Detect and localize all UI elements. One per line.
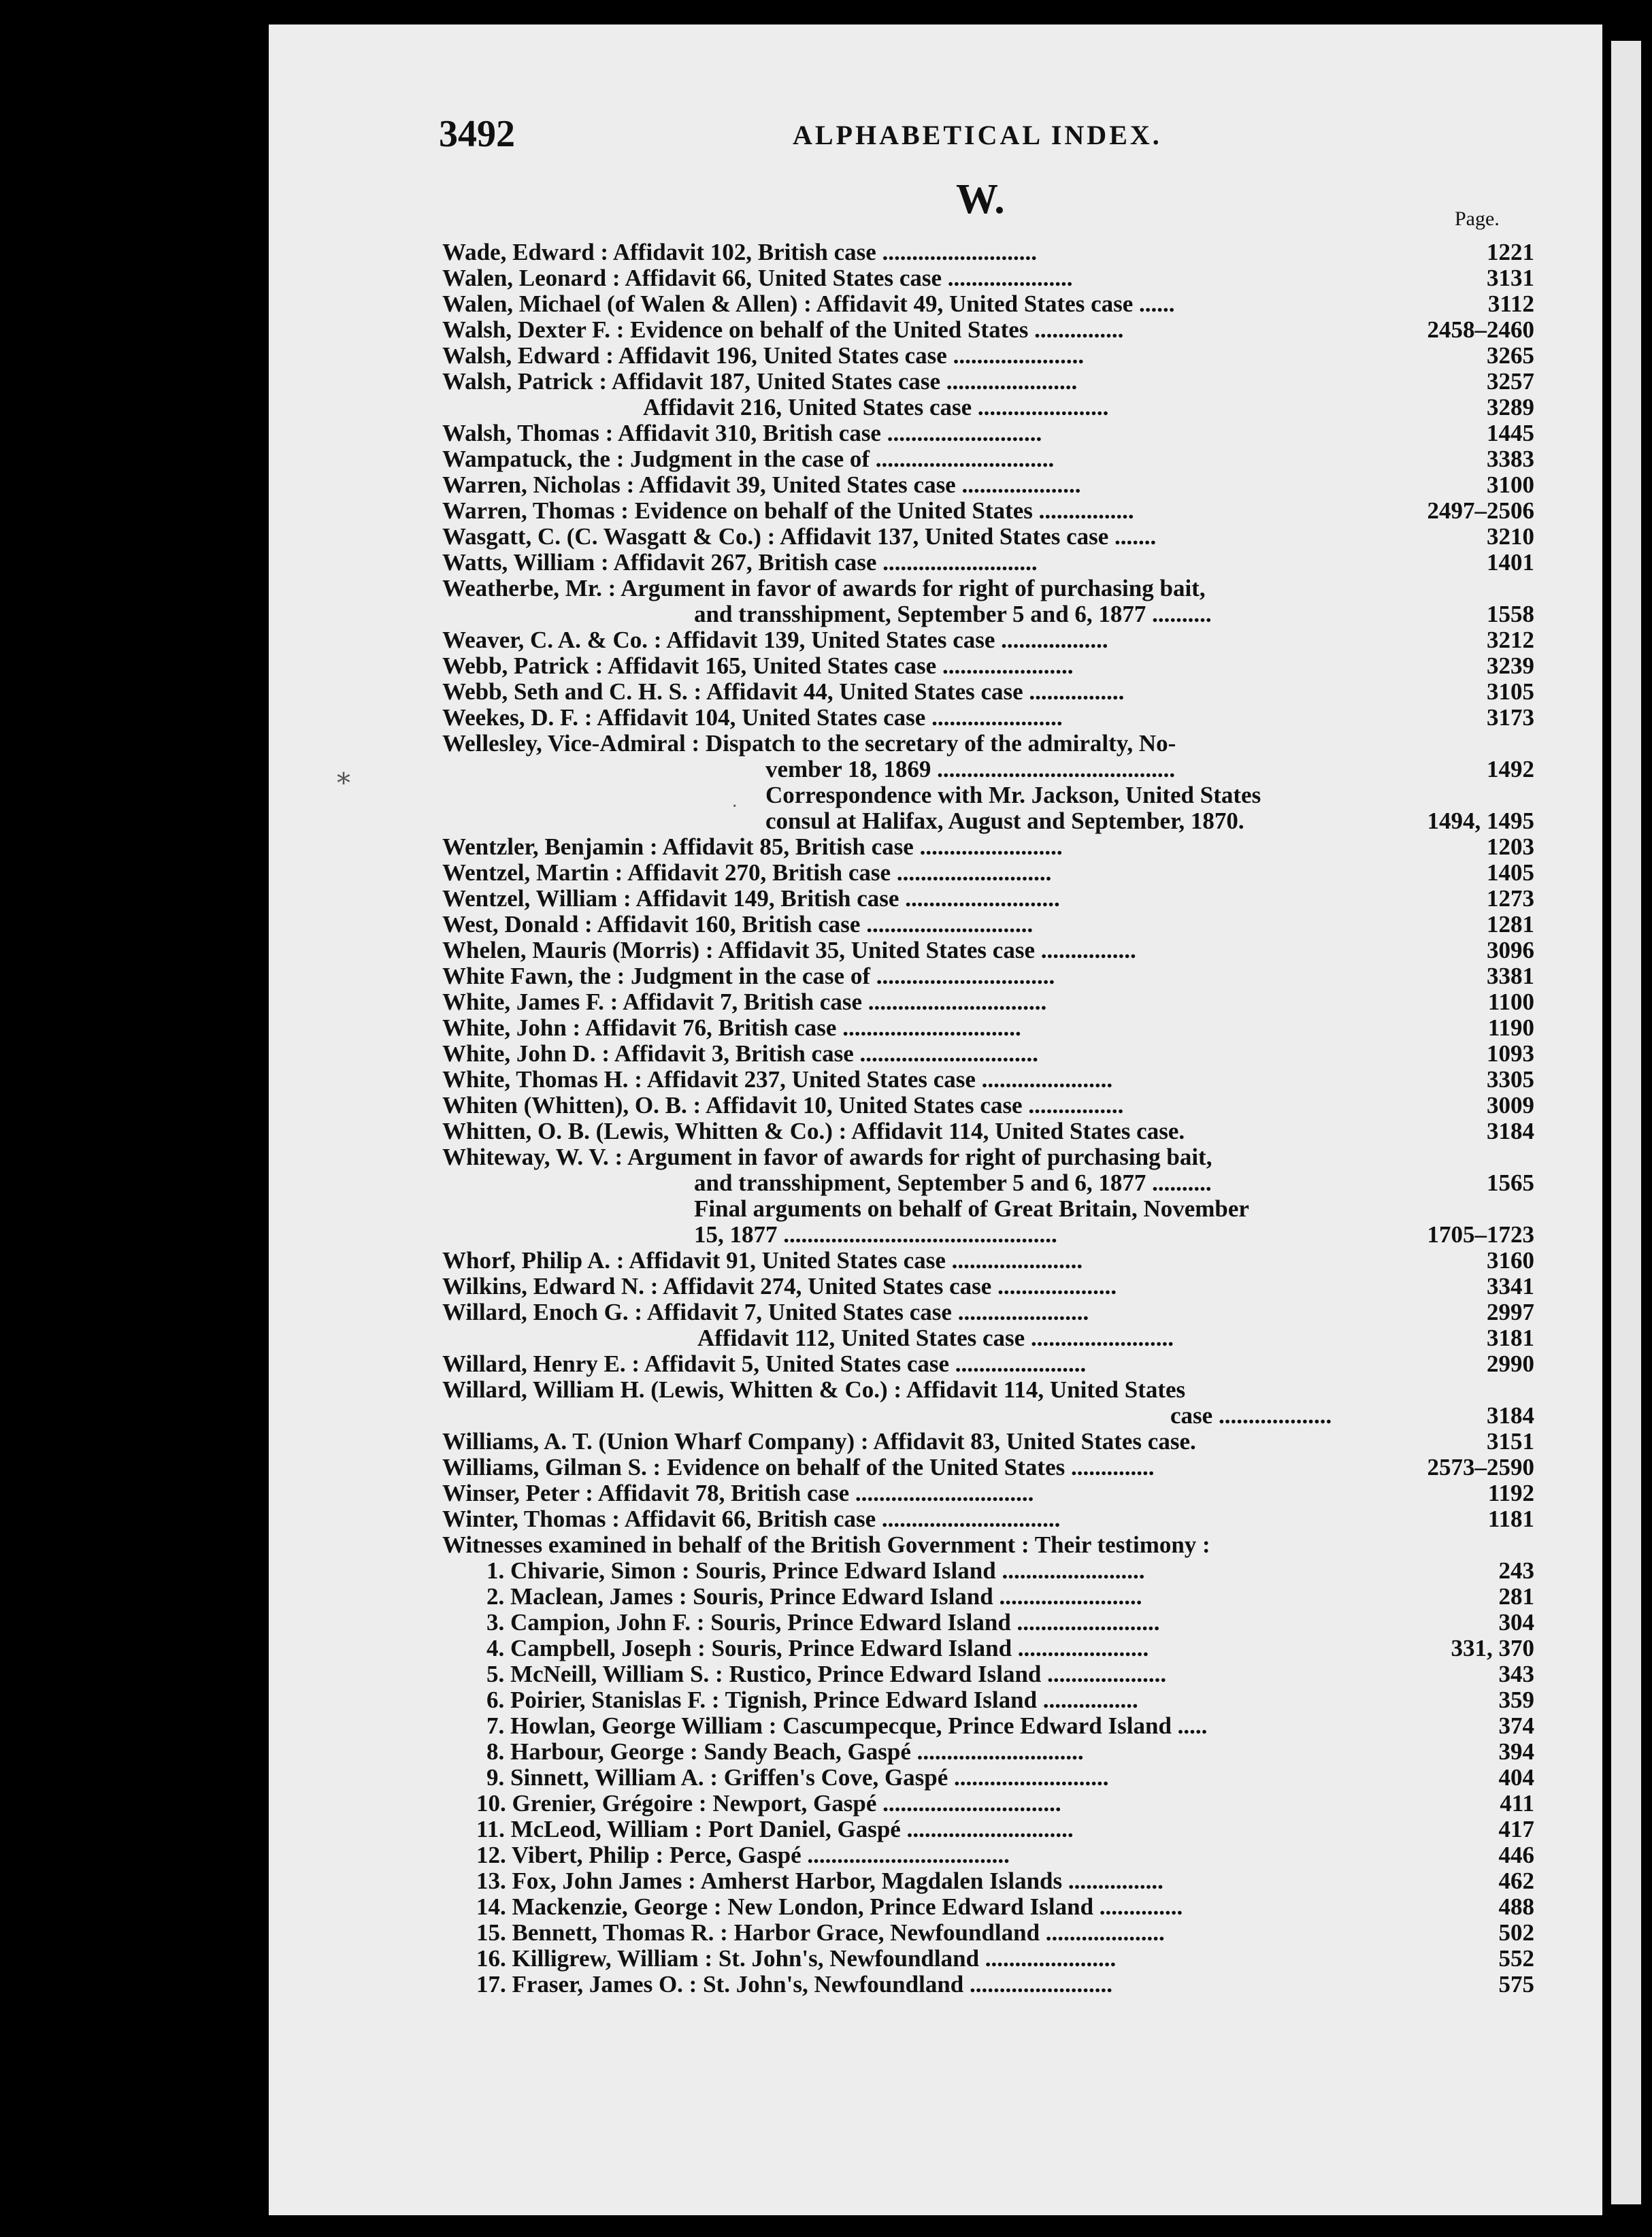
index-entry-text: Wentzel, William : Affidavit 149, British case .......................... — [442, 885, 1060, 912]
index-entry-text: Walsh, Dexter F. : Evidence on behalf of the United States ............... — [442, 316, 1124, 343]
index-entry-page: 3173 — [1487, 704, 1534, 731]
index-entry-text: White, James F. : Affidavit 7, British case .............................. — [442, 989, 1047, 1015]
index-entry-page: 3181 — [1487, 1325, 1534, 1351]
index-entry — [442, 1868, 1534, 1894]
page-column-label: Page. — [1455, 208, 1500, 230]
index-entry-page: 3131 — [1487, 265, 1534, 291]
index-entry-text: Willard, Henry E. : Affidavit 5, United States case ...................... — [442, 1351, 1087, 1377]
index-entry-text: White, John D. : Affidavit 3, British case .............................. — [442, 1040, 1038, 1067]
index-entry — [442, 1377, 1534, 1403]
index-entry-text: 5. McNeill, William S. : Rustico, Prince Edward Island .................... — [486, 1661, 1167, 1687]
index-entry — [442, 1687, 1534, 1713]
index-entry-page: 3112 — [1487, 291, 1534, 317]
index-entry-page: 3305 — [1487, 1066, 1534, 1093]
index-entry-text: 17. Fraser, James O. : St. John's, Newfoundland ........................ — [476, 1971, 1113, 1998]
index-entry — [442, 498, 1534, 524]
index-entry-text: Final arguments on behalf of Great Britain, November — [694, 1195, 1249, 1222]
index-entry-page: 2997 — [1487, 1299, 1534, 1325]
index-entry-page: 1565 — [1487, 1170, 1534, 1196]
index-entry-text: Weatherbe, Mr. : Argument in favor of awards for right of purchasing bait, — [442, 575, 1206, 601]
index-entry — [442, 1765, 1534, 1791]
page-header — [439, 112, 1527, 160]
index-entry — [442, 705, 1534, 731]
index-entry — [442, 446, 1534, 472]
index-entry-page: 502 — [1498, 1919, 1534, 1946]
index-entry-page: 359 — [1498, 1687, 1534, 1713]
index-entry-page: 3381 — [1487, 963, 1534, 989]
index-entry-text: Whelen, Mauris (Morris) : Affidavit 35, United States case ................ — [442, 937, 1136, 963]
index-entry-text: Weaver, C. A. & Co. : Affidavit 139, United States case .................. — [442, 627, 1108, 653]
index-entry — [442, 1739, 1534, 1765]
index-entry — [442, 1248, 1534, 1274]
index-entry-text: Wellesley, Vice-Admiral : Dispatch to the secretary of the admiralty, No- — [442, 730, 1176, 757]
index-entry-text: Winter, Thomas : Affidavit 66, British case .............................. — [442, 1506, 1061, 1532]
index-entry-text: 16. Killigrew, William : St. John's, Newfoundland ...................... — [476, 1945, 1117, 1972]
index-entry-text: Walsh, Patrick : Affidavit 187, United States case ...................... — [442, 368, 1078, 395]
index-entry-text: Winser, Peter : Affidavit 78, British case .............................. — [442, 1480, 1034, 1506]
index-entry — [442, 731, 1534, 757]
index-entry-text: Webb, Patrick : Affidavit 165, United States case ...................... — [442, 652, 1074, 679]
index-entry — [442, 239, 1534, 265]
index-entry — [442, 1222, 1534, 1248]
index-entry-page: 1181 — [1487, 1506, 1534, 1532]
index-entry — [442, 1144, 1534, 1170]
index-entry — [442, 834, 1534, 860]
index-entry — [442, 1274, 1534, 1299]
index-entry — [442, 369, 1534, 395]
index-entry-text: Witnesses examined in behalf of the British Government : Their testimony : — [442, 1531, 1210, 1558]
index-entry — [442, 1067, 1534, 1093]
index-entry-text: 10. Grenier, Grégoire : Newport, Gaspé .............................. — [476, 1790, 1061, 1817]
index-entry — [442, 1894, 1534, 1920]
index-entry-text: Wilkins, Edward N. : Affidavit 274, United States case .................... — [442, 1273, 1117, 1299]
index-entry — [442, 963, 1534, 989]
index-entry — [442, 576, 1534, 601]
index-entry-page: 243 — [1498, 1557, 1534, 1584]
index-entry — [442, 1015, 1534, 1041]
index-entry-text: Wampatuck, the : Judgment in the case of .............................. — [442, 446, 1055, 472]
index-entry-page: 3265 — [1487, 342, 1534, 369]
index-entry — [442, 343, 1534, 369]
index-entry-page: 462 — [1498, 1868, 1534, 1894]
index-entry-page: 2497–2506 — [1427, 497, 1534, 524]
index-entry — [442, 679, 1534, 705]
index-entry-page: 1494, 1495 — [1427, 808, 1534, 834]
index-entry — [442, 265, 1534, 291]
index-entry — [442, 1532, 1534, 1558]
index-entry-text: Walen, Leonard : Affidavit 66, United States case ..................... — [442, 265, 1073, 291]
index-entry-text: Warren, Thomas : Evidence on behalf of the United States ................ — [442, 497, 1134, 524]
index-entry — [442, 1170, 1534, 1196]
index-entry — [442, 1842, 1534, 1868]
page-title: ALPHABETICAL INDEX. — [793, 120, 1162, 150]
index-entry — [442, 1920, 1534, 1946]
index-entry-page: 446 — [1498, 1842, 1534, 1868]
index-entry-page: 3212 — [1487, 627, 1534, 653]
index-entry-page: 417 — [1498, 1816, 1534, 1842]
index-entry — [442, 1093, 1534, 1118]
index-entry — [442, 1610, 1534, 1636]
index-entry-page: 3100 — [1487, 471, 1534, 498]
index-entry-text: Walsh, Thomas : Affidavit 310, British case .......................... — [442, 420, 1042, 446]
index-entry — [442, 550, 1534, 576]
index-entry-list — [442, 239, 1534, 1998]
index-entry-text: Willard, Enoch G. : Affidavit 7, United States case ...................... — [442, 1299, 1089, 1325]
index-entry-text: Wade, Edward : Affidavit 102, British case .......................... — [442, 239, 1038, 265]
index-entry-text: 3. Campion, John F. : Souris, Prince Edward Island ........................ — [486, 1609, 1160, 1636]
index-entry — [442, 808, 1534, 834]
index-entry-text: White, Thomas H. : Affidavit 237, United States case ...................... — [442, 1066, 1113, 1093]
page-number: 3492 — [439, 113, 515, 155]
index-entry-page: 1221 — [1487, 239, 1534, 265]
index-entry — [442, 1713, 1534, 1739]
index-entry-text: Walen, Michael (of Walen & Allen) : Affidavit 49, United States case ...... — [442, 291, 1175, 317]
index-entry — [442, 782, 1534, 808]
index-entry-text: 9. Sinnett, William A. : Griffen's Cove, Gaspé .......................... — [486, 1764, 1109, 1791]
index-entry-text: 2. Maclean, James : Souris, Prince Edward Island ........................ — [486, 1583, 1142, 1610]
index-entry — [442, 1972, 1534, 1998]
index-entry-text: vember 18, 1869 ........................................ — [765, 756, 1176, 782]
index-entry-text: Watts, William : Affidavit 267, British case .......................... — [442, 549, 1038, 576]
index-entry — [442, 524, 1534, 550]
index-entry-page: 1445 — [1487, 420, 1534, 446]
index-entry — [442, 1325, 1534, 1351]
index-entry-text: Wentzel, Martin : Affidavit 270, British case .......................... — [442, 859, 1052, 886]
index-entry — [442, 1403, 1534, 1429]
index-entry-text: Affidavit 112, United States case ........................ — [697, 1325, 1174, 1351]
index-entry-text: Whitten, O. B. (Lewis, Whitten & Co.) : Affidavit 114, United States case. — [442, 1118, 1185, 1144]
index-entry-text: 8. Harbour, George : Sandy Beach, Gaspé ............................ — [486, 1738, 1084, 1765]
index-entry-page: 1401 — [1487, 549, 1534, 576]
index-entry-page: 394 — [1498, 1738, 1534, 1765]
index-entry — [442, 420, 1534, 446]
index-entry — [442, 1791, 1534, 1817]
index-entry — [442, 1455, 1534, 1480]
index-entry-page: 3289 — [1487, 394, 1534, 420]
index-entry-text: and transshipment, September 5 and 6, 1877 .......... — [694, 1170, 1212, 1196]
index-entry-page: 3105 — [1487, 678, 1534, 705]
index-entry-text: Whiten (Whitten), O. B. : Affidavit 10, United States case ................ — [442, 1092, 1124, 1118]
index-entry — [442, 1558, 1534, 1584]
index-entry-text: 12. Vibert, Philip : Perce, Gaspé .................................. — [476, 1842, 1010, 1868]
index-entry — [442, 860, 1534, 886]
index-entry — [442, 1196, 1534, 1222]
index-entry-text: White Fawn, the : Judgment in the case of .............................. — [442, 963, 1055, 989]
index-entry — [442, 1817, 1534, 1842]
index-entry — [442, 1041, 1534, 1067]
index-entry — [442, 1429, 1534, 1455]
index-entry-page: 304 — [1498, 1609, 1534, 1636]
index-entry-text: 4. Campbell, Joseph : Souris, Prince Edward Island ...................... — [486, 1635, 1149, 1661]
index-entry — [442, 886, 1534, 912]
index-entry-page: 404 — [1498, 1764, 1534, 1791]
index-entry — [442, 395, 1534, 420]
index-entry-text: Whiteway, W. V. : Argument in favor of awards for right of purchasing bait, — [442, 1144, 1212, 1170]
index-entry — [442, 938, 1534, 963]
index-entry-text: Wasgatt, C. (C. Wasgatt & Co.) : Affidavit 137, United States case ....... — [442, 523, 1157, 550]
index-entry-text: Williams, A. T. (Union Wharf Company) : Affidavit 83, United States case. — [442, 1428, 1196, 1455]
index-entry — [442, 1584, 1534, 1610]
index-entry-text: 7. Howlan, George William : Cascumpecque, Prince Edward Island ..... — [486, 1712, 1208, 1739]
index-entry-text: 14. Mackenzie, George : New London, Prince Edward Island .............. — [476, 1893, 1183, 1920]
index-entry-text: consul at Halifax, August and September, 1870. — [765, 808, 1244, 834]
index-entry — [442, 1118, 1534, 1144]
index-entry-page: 3184 — [1487, 1402, 1534, 1429]
index-entry — [442, 1946, 1534, 1972]
index-entry — [442, 1480, 1534, 1506]
index-entry-text: 11. McLeod, William : Port Daniel, Gaspé ............................ — [476, 1816, 1074, 1842]
index-entry-text: 13. Fox, John James : Amherst Harbor, Magdalen Islands ................ — [476, 1868, 1163, 1894]
index-entry-page: 3096 — [1487, 937, 1534, 963]
index-entry-page: 3257 — [1487, 368, 1534, 395]
index-entry-page: 1273 — [1487, 885, 1534, 912]
index-entry-page: 3210 — [1487, 523, 1534, 550]
index-entry — [442, 989, 1534, 1015]
adjacent-page-edge — [1611, 41, 1641, 2204]
index-entry-text: 6. Poirier, Stanislas F. : Tignish, Prince Edward Island ................ — [486, 1687, 1138, 1713]
index-entry-page: 331, 370 — [1451, 1635, 1534, 1661]
index-entry — [442, 1351, 1534, 1377]
index-entry-text: Willard, William H. (Lewis, Whitten & Co.) : Affidavit 114, United States — [442, 1376, 1186, 1403]
index-entry-page: 3160 — [1487, 1247, 1534, 1274]
index-entry — [442, 1299, 1534, 1325]
index-entry-text: West, Donald : Affidavit 160, British case ............................ — [442, 911, 1034, 938]
index-entry-page: 1405 — [1487, 859, 1534, 886]
index-entry — [442, 1506, 1534, 1532]
index-entry-text: case ................... — [1170, 1402, 1332, 1429]
index-entry-page: 1281 — [1487, 911, 1534, 938]
index-entry-page: 3239 — [1487, 652, 1534, 679]
index-entry-text: 15, 1877 .............................................. — [694, 1221, 1057, 1248]
index-entry-page: 1100 — [1487, 989, 1534, 1015]
section-letter: W. — [956, 176, 1005, 222]
index-entry-page: 1492 — [1487, 756, 1534, 782]
index-entry-page: 374 — [1498, 1712, 1534, 1739]
index-entry — [442, 912, 1534, 938]
index-entry-text: and transshipment, September 5 and 6, 1877 .......... — [694, 601, 1212, 627]
index-entry-text: Webb, Seth and C. H. S. : Affidavit 44, United States case ................ — [442, 678, 1125, 705]
index-entry-text: 1. Chivarie, Simon : Souris, Prince Edward Island ........................ — [486, 1557, 1145, 1584]
index-entry-page: 3383 — [1487, 446, 1534, 472]
index-entry-page: 3151 — [1487, 1428, 1534, 1455]
index-entry-page: 552 — [1498, 1945, 1534, 1972]
index-entry-text: 15. Bennett, Thomas R. : Harbor Grace, Newfoundland .................... — [476, 1919, 1165, 1946]
index-entry-page: 1190 — [1487, 1014, 1534, 1041]
index-entry — [442, 653, 1534, 679]
index-entry-page: 1093 — [1487, 1040, 1534, 1067]
index-entry-text: Williams, Gilman S. : Evidence on behalf of the United States .............. — [442, 1454, 1155, 1480]
index-entry — [442, 472, 1534, 498]
index-entry-page: 1203 — [1487, 833, 1534, 860]
index-entry-page: 281 — [1498, 1583, 1534, 1610]
index-entry-page: 1558 — [1487, 601, 1534, 627]
index-entry — [442, 291, 1534, 317]
margin-mark: ⁎ — [337, 759, 350, 790]
index-entry-text: Warren, Nicholas : Affidavit 39, United States case .................... — [442, 471, 1081, 498]
margin-mark: · — [731, 796, 738, 817]
index-entry — [442, 601, 1534, 627]
index-entry-text: Whorf, Philip A. : Affidavit 91, United States case ...................... — [442, 1247, 1083, 1274]
index-entry-page: 1705–1723 — [1427, 1221, 1534, 1248]
index-entry-text: Affidavit 216, United States case ...................... — [643, 394, 1109, 420]
index-entry-page: 3184 — [1487, 1118, 1534, 1144]
index-entry-text: Correspondence with Mr. Jackson, United States — [765, 782, 1261, 808]
index-entry-page: 3341 — [1487, 1273, 1534, 1299]
index-entry-page: 575 — [1498, 1971, 1534, 1998]
index-entry — [442, 317, 1534, 343]
index-entry-text: Walsh, Edward : Affidavit 196, United States case ...................... — [442, 342, 1085, 369]
index-entry-page: 3009 — [1487, 1092, 1534, 1118]
index-entry-page: 488 — [1498, 1893, 1534, 1920]
index-entry — [442, 627, 1534, 653]
index-entry-text: White, John : Affidavit 76, British case .............................. — [442, 1014, 1021, 1041]
index-entry-page: 1192 — [1487, 1480, 1534, 1506]
index-entry-page: 2990 — [1487, 1351, 1534, 1377]
index-entry — [442, 1661, 1534, 1687]
index-entry-page: 2573–2590 — [1427, 1454, 1534, 1480]
index-entry-text: Wentzler, Benjamin : Affidavit 85, British case ........................ — [442, 833, 1063, 860]
index-entry — [442, 1636, 1534, 1661]
index-entry — [442, 757, 1534, 782]
index-entry-text: Weekes, D. F. : Affidavit 104, United States case ...................... — [442, 704, 1063, 731]
index-entry-page: 411 — [1500, 1790, 1534, 1817]
index-entry-page: 343 — [1498, 1661, 1534, 1687]
index-entry-page: 2458–2460 — [1427, 316, 1534, 343]
